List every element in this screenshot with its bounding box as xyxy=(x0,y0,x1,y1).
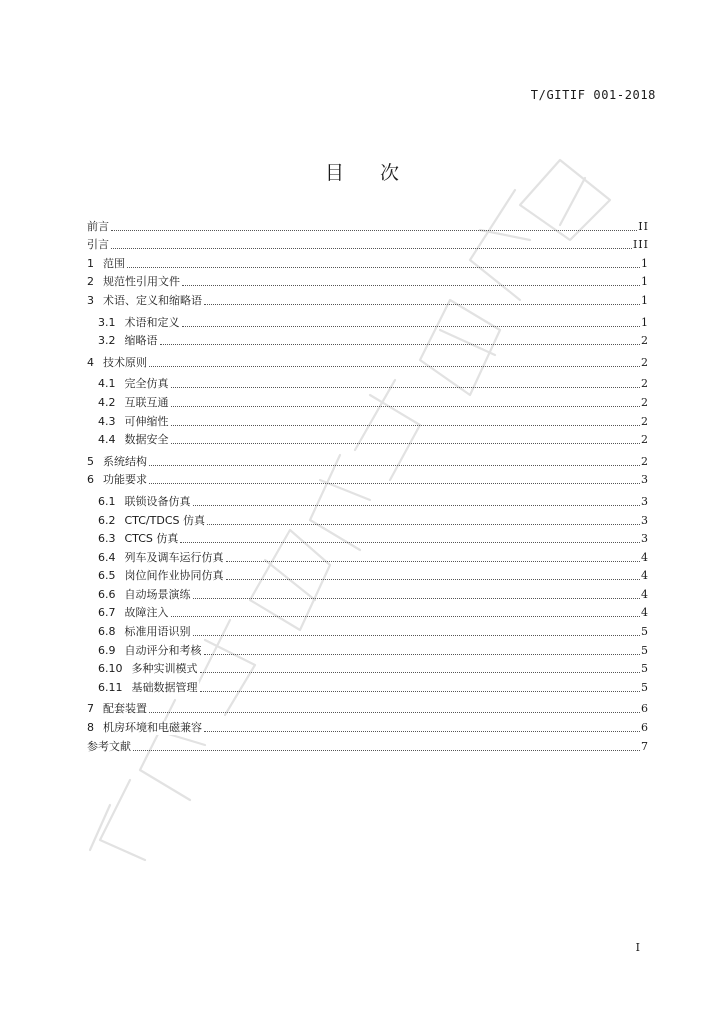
toc-dot-leader xyxy=(111,247,632,249)
toc-dot-leader xyxy=(171,615,641,617)
toc-entry-page: 7 xyxy=(641,739,649,753)
toc-entry-title: 互联互通 xyxy=(124,395,169,409)
toc-entry-number: 4.1 xyxy=(98,377,116,391)
toc-entry-title: 自动场景演练 xyxy=(124,587,191,601)
toc-entry-label xyxy=(98,377,170,391)
toc-entry-title: 基础数据管理 xyxy=(131,680,198,694)
toc-entry-number: 3.1 xyxy=(98,315,116,329)
toc-entry-number: 6.8 xyxy=(98,625,116,639)
toc-dot-leader xyxy=(207,523,640,525)
toc-entry-number: 6.2 xyxy=(98,513,116,527)
toc-entry-title: 范围 xyxy=(103,256,125,270)
toc-dot-leader xyxy=(226,560,641,562)
toc-dot-leader xyxy=(171,386,641,388)
toc-entry-label xyxy=(98,532,179,546)
toc-entry-page: 6 xyxy=(641,702,649,716)
toc-entry-label xyxy=(98,316,181,330)
toc-entry-label xyxy=(87,275,181,289)
toc-entry[interactable] xyxy=(87,469,649,488)
toc-entry[interactable] xyxy=(87,658,649,677)
toc-entry[interactable] xyxy=(87,528,649,547)
toc-entry[interactable] xyxy=(87,351,649,370)
toc-entry-page: 1 xyxy=(641,315,649,329)
toc-entry-number: 6.6 xyxy=(98,587,116,601)
toc-entry-title: 岗位间作业协同仿真 xyxy=(124,569,224,583)
toc-entry[interactable] xyxy=(87,429,649,448)
toc-entry-page: 5 xyxy=(641,662,649,676)
toc-entry-number: 1 xyxy=(87,256,94,270)
toc-entry[interactable] xyxy=(87,546,649,565)
toc-entry-number: 6 xyxy=(87,473,94,487)
toc-entry-label xyxy=(87,702,148,716)
toc-entry-number: 4 xyxy=(87,355,94,369)
toc-dot-leader xyxy=(180,541,640,543)
toc-entry-title: 缩略语 xyxy=(124,334,158,348)
toc-entry[interactable] xyxy=(87,602,649,621)
toc-entry-label xyxy=(98,644,203,658)
toc-dot-leader xyxy=(193,504,641,506)
toc-entry[interactable] xyxy=(87,698,649,717)
toc-dot-leader xyxy=(226,578,641,580)
table-of-contents xyxy=(87,215,649,754)
toc-entry[interactable] xyxy=(87,620,649,639)
toc-entry-title: 多种实训模式 xyxy=(131,662,198,676)
toc-entry-label xyxy=(98,495,192,509)
toc-entry-number: 3 xyxy=(87,293,94,307)
toc-entry-label xyxy=(98,415,170,429)
toc-entry-number: 7 xyxy=(87,702,94,716)
toc-entry-label xyxy=(98,662,199,676)
toc-entry-number: 6.11 xyxy=(98,680,123,694)
toc-dot-leader xyxy=(149,482,640,484)
toc-entry-page: 1 xyxy=(641,256,649,270)
toc-entry-number: 6.10 xyxy=(98,662,123,676)
toc-entry[interactable] xyxy=(87,450,649,469)
toc-entry-label xyxy=(87,740,132,754)
toc-dot-leader xyxy=(111,229,637,231)
toc-entry-number: 4.2 xyxy=(98,395,116,409)
toc-entry-page: 5 xyxy=(641,625,649,639)
toc-entry-title: CTCS 仿真 xyxy=(124,532,179,546)
toc-entry[interactable] xyxy=(87,410,649,429)
toc-entry-title: 前言 xyxy=(87,219,109,233)
toc-dot-leader xyxy=(182,325,641,327)
toc-entry[interactable] xyxy=(87,583,649,602)
toc-dot-leader xyxy=(149,711,640,713)
toc-entry-label xyxy=(98,569,225,583)
toc-entry-label xyxy=(98,514,206,528)
toc-entry-label xyxy=(98,334,159,348)
toc-entry-page: 4 xyxy=(641,606,649,620)
toc-dot-leader xyxy=(133,749,640,751)
toc-entry-page: 5 xyxy=(641,680,649,694)
toc-entry-page: 3 xyxy=(641,494,649,508)
toc-entry-label xyxy=(98,588,192,602)
toc-entry-page: 3 xyxy=(641,532,649,546)
toc-entry-label xyxy=(87,238,110,252)
toc-entry-title: 数据安全 xyxy=(124,433,169,447)
toc-dot-leader xyxy=(193,634,641,636)
toc-entry-number: 3.2 xyxy=(98,334,116,348)
toc-dot-leader xyxy=(182,284,640,286)
toc-entry[interactable] xyxy=(87,391,649,410)
toc-entry-label xyxy=(87,356,148,370)
toc-entry-number: 8 xyxy=(87,721,94,735)
toc-entry[interactable] xyxy=(87,289,649,308)
toc-entry[interactable] xyxy=(87,565,649,584)
toc-entry-title: 标准用语识别 xyxy=(124,625,191,639)
toc-entry-title: 参考文献 xyxy=(87,739,131,753)
toc-entry-title: CTC/TDCS 仿真 xyxy=(124,513,205,527)
toc-entry-label xyxy=(98,551,225,565)
toc-entry-page: 5 xyxy=(641,643,649,657)
toc-entry-page: 2 xyxy=(641,355,649,369)
toc-entry-title: 系统结构 xyxy=(103,454,147,468)
toc-entry-page: 3 xyxy=(641,513,649,527)
toc-entry-page: II xyxy=(638,219,649,233)
toc-entry-page: 2 xyxy=(641,334,649,348)
toc-entry-page: 4 xyxy=(641,569,649,583)
page-number: I xyxy=(635,941,640,954)
toc-entry[interactable] xyxy=(87,271,649,290)
toc-entry-title: 自动评分和考核 xyxy=(124,643,202,657)
toc-entry-page: 6 xyxy=(641,721,649,735)
toc-entry-label xyxy=(98,625,192,639)
toc-entry-number: 6.4 xyxy=(98,550,116,564)
toc-entry-number: 6.7 xyxy=(98,606,116,620)
toc-entry-label xyxy=(98,433,170,447)
toc-entry-page: 2 xyxy=(641,454,649,468)
toc-dot-leader xyxy=(149,464,640,466)
toc-dot-leader xyxy=(204,730,640,732)
toc-entry-label xyxy=(87,257,126,271)
toc-entry-label xyxy=(98,606,170,620)
toc-entry-page: 1 xyxy=(641,293,649,307)
toc-dot-leader xyxy=(171,424,641,426)
toc-entry-page: 3 xyxy=(641,473,649,487)
toc-entry[interactable] xyxy=(87,234,649,253)
toc-dot-leader xyxy=(160,343,641,345)
toc-entry-page: III xyxy=(632,238,649,252)
toc-dot-leader xyxy=(200,690,641,692)
toc-entry[interactable] xyxy=(87,639,649,658)
toc-entry-page: 1 xyxy=(641,275,649,289)
toc-entry-label xyxy=(87,220,110,234)
toc-dot-leader xyxy=(149,365,640,367)
toc-entry-label xyxy=(87,721,203,735)
toc-entry-page: 4 xyxy=(641,587,649,601)
toc-entry-title: 术语、定义和缩略语 xyxy=(103,293,202,307)
toc-dot-leader xyxy=(204,653,641,655)
toc-entry-title: 配套装置 xyxy=(103,702,147,716)
toc-entry-label xyxy=(87,473,148,487)
toc-entry-number: 6.5 xyxy=(98,569,116,583)
toc-entry[interactable] xyxy=(87,490,649,509)
toc-entry-title: 联锁设备仿真 xyxy=(124,494,191,508)
toc-entry[interactable] xyxy=(87,330,649,349)
toc-entry-label xyxy=(98,396,170,410)
toc-entry-page: 4 xyxy=(641,550,649,564)
toc-entry-page: 2 xyxy=(641,414,649,428)
toc-entry-title: 可伸缩性 xyxy=(124,414,169,428)
toc-dot-leader xyxy=(193,597,641,599)
toc-entry[interactable] xyxy=(87,373,649,392)
toc-dot-leader xyxy=(171,442,641,444)
toc-entry-label xyxy=(98,681,199,695)
toc-entry-number: 6.1 xyxy=(98,494,116,508)
toc-entry-title: 机房环境和电磁兼容 xyxy=(103,721,202,735)
toc-entry-title: 列车及调车运行仿真 xyxy=(124,550,224,564)
document-code: T/GITIF 001-2018 xyxy=(530,88,656,102)
toc-entry-number: 4.3 xyxy=(98,414,116,428)
toc-entry-page: 2 xyxy=(641,377,649,391)
page-title: 目次 xyxy=(324,162,435,184)
toc-entry[interactable] xyxy=(87,215,649,234)
toc-entry-number: 6.9 xyxy=(98,643,116,657)
toc-entry[interactable] xyxy=(87,311,649,330)
toc-entry-number: 6.3 xyxy=(98,532,116,546)
toc-entry[interactable] xyxy=(87,735,649,754)
toc-entry-label xyxy=(87,455,148,469)
toc-entry[interactable] xyxy=(87,676,649,695)
toc-entry[interactable] xyxy=(87,716,649,735)
toc-dot-leader xyxy=(200,671,641,673)
toc-entry[interactable] xyxy=(87,509,649,528)
toc-entry-title: 完全仿真 xyxy=(124,377,169,391)
toc-entry-label xyxy=(87,294,203,308)
toc-entry-title: 故障注入 xyxy=(124,606,169,620)
toc-entry-number: 4.4 xyxy=(98,433,116,447)
toc-entry-title: 功能要求 xyxy=(103,473,147,487)
toc-entry-number: 5 xyxy=(87,454,94,468)
toc-entry-page: 2 xyxy=(641,433,649,447)
toc-entry-title: 规范性引用文件 xyxy=(103,275,180,289)
toc-dot-leader xyxy=(204,303,640,305)
toc-entry-page: 2 xyxy=(641,395,649,409)
toc-entry-title: 引言 xyxy=(87,238,109,252)
toc-dot-leader xyxy=(127,266,640,268)
toc-entry[interactable] xyxy=(87,252,649,271)
toc-entry-title: 技术原则 xyxy=(103,355,147,369)
toc-entry-title: 术语和定义 xyxy=(124,315,180,329)
toc-dot-leader xyxy=(171,405,641,407)
toc-entry-number: 2 xyxy=(87,275,94,289)
